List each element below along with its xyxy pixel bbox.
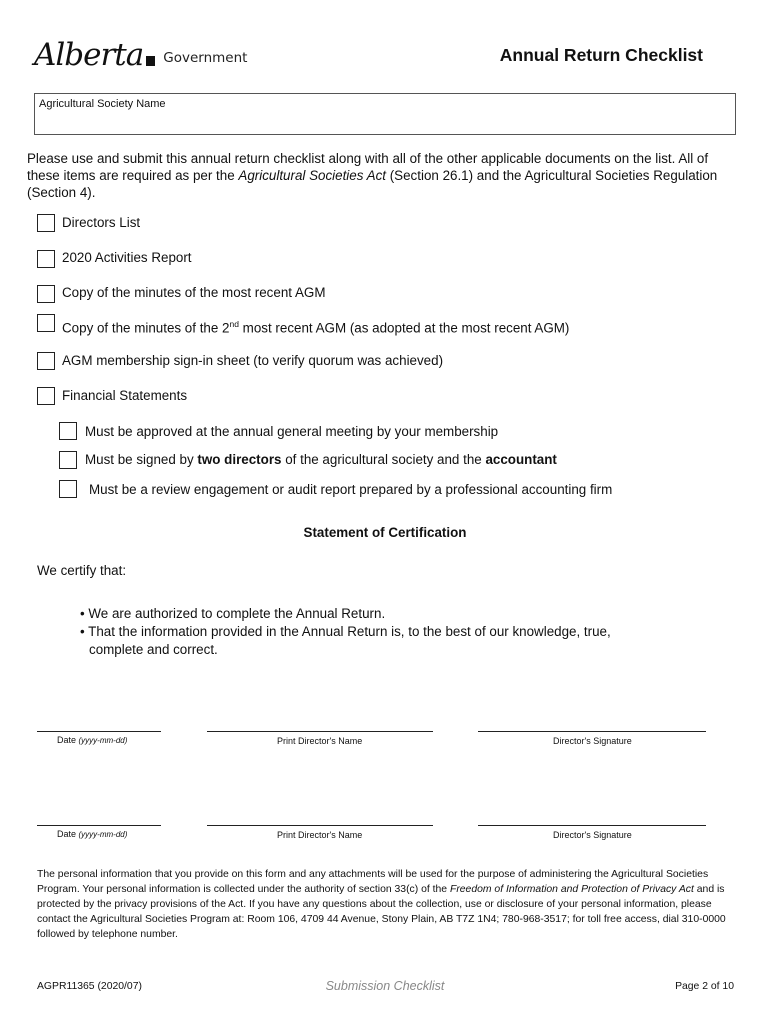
date-line-1[interactable] xyxy=(37,731,161,732)
agm-minutes-label: Copy of the minutes of the most recent AGM xyxy=(62,285,326,300)
fs-signed-bold-2: accountant xyxy=(485,452,557,467)
document-title: Annual Return Checklist xyxy=(499,45,703,65)
fs-signed-text-2: of the agricultural society and the xyxy=(281,452,486,467)
date-label-text-2: Date xyxy=(57,829,79,839)
form-code: AGPR11365 (2020/07) xyxy=(37,981,142,992)
second-agm-superscript: nd xyxy=(229,319,239,329)
director-signature-label-1: Director's Signature xyxy=(553,736,632,746)
second-agm-text-2: most recent AGM (as adopted at the most recent AGM) xyxy=(238,320,570,336)
fs-signed-label xyxy=(85,452,557,467)
director-signature-label-2: Director's Signature xyxy=(553,830,632,840)
director-name-line-2[interactable] xyxy=(207,825,433,826)
privacy-notice xyxy=(37,867,737,942)
privacy-act-name: Freedom of Information and Protection of Privacy Act xyxy=(449,884,694,895)
checkbox-signin-sheet[interactable] xyxy=(37,352,55,370)
certification-title: Statement of Certification xyxy=(303,525,467,540)
intro-text-1: Please use and submit this annual return checklist along with all of the other applicable documents on the list. All of these items are required as per the xyxy=(27,151,709,183)
page-number: Page 2 of 10 xyxy=(675,981,734,992)
director-signature-line-1[interactable] xyxy=(478,731,706,732)
checkbox-financial-statements[interactable] xyxy=(37,387,55,405)
certification-bullet-2-continued: complete and correct. xyxy=(89,642,218,657)
date-label-1 xyxy=(57,735,127,745)
intro-paragraph xyxy=(27,150,739,201)
certification-bullet-1: • We are authorized to complete the Annual Return. xyxy=(80,606,386,621)
checkbox-fs-approved[interactable] xyxy=(59,422,77,440)
checkbox-fs-signed[interactable] xyxy=(59,451,77,469)
financial-statements-label: Financial Statements xyxy=(62,388,188,403)
checkbox-directors-list[interactable] xyxy=(37,214,55,232)
society-name-field[interactable] xyxy=(34,93,736,135)
intro-text-2: (Section 26.1) and the Agricultural Societies Regulation (Section 4). xyxy=(27,168,718,200)
certification-bullet-2: • That the information provided in the Annual Return is, to the best of our knowledge, true, xyxy=(80,624,611,639)
fs-review-label: Must be a review engagement or audit report prepared by a professional accounting firm xyxy=(89,482,613,497)
society-name-label: Agricultural Society Name xyxy=(39,98,166,110)
date-format-1: (yyyy-mm-dd) xyxy=(78,736,128,745)
directors-list-label: Directors List xyxy=(62,215,141,230)
checkbox-agm-minutes[interactable] xyxy=(37,285,55,303)
certification-bullets xyxy=(80,605,660,659)
checkbox-fs-review[interactable] xyxy=(59,480,77,498)
signin-sheet-label: AGM membership sign-in sheet (to verify quorum was achieved) xyxy=(62,353,444,368)
logo-government-text: Government xyxy=(163,50,248,66)
checkbox-activities-report[interactable] xyxy=(37,250,55,268)
logo-mark-icon xyxy=(146,56,155,66)
date-label-2 xyxy=(57,829,127,839)
certify-statement: We certify that: xyxy=(37,563,127,578)
activities-report-label: 2020 Activities Report xyxy=(62,250,192,265)
director-name-label-2: Print Director's Name xyxy=(277,830,363,840)
date-line-2[interactable] xyxy=(37,825,161,826)
date-label-text-1: Date xyxy=(57,735,79,745)
second-agm-text-1: Copy of the minutes of the 2 xyxy=(62,320,230,336)
checkbox-second-agm-minutes[interactable] xyxy=(37,314,55,332)
director-name-line-1[interactable] xyxy=(207,731,433,732)
date-format-2: (yyyy-mm-dd) xyxy=(78,830,128,839)
fs-signed-text-1: Must be signed by xyxy=(85,452,198,467)
fs-signed-bold-1: two directors xyxy=(197,452,282,467)
privacy-text-2: and is protected by the privacy provisions of the Act. If you have any questions about the collection, use or disclosure of your personal information, please contact the Agricultural Societies Program at: Room 106, 4709 44 Avenue, Stony Plain, AB T7Z 1N4; 780-968-3517; for toll free access, dial 310-0000 followed by telephone number. xyxy=(37,884,726,940)
director-signature-line-2[interactable] xyxy=(478,825,706,826)
director-name-label-1: Print Director's Name xyxy=(277,736,363,746)
fs-approved-label: Must be approved at the annual general meeting by your membership xyxy=(85,424,499,439)
logo-wordmark: Alberta xyxy=(34,37,144,73)
privacy-text-1: The personal information that you provide on this form and any attachments will be used for the purpose of administering the Agricultural Societies Program. Your personal information is collected under the authority of section 33(c) of the xyxy=(37,869,709,895)
alberta-logo xyxy=(34,34,248,73)
intro-act-name: Agricultural Societies Act xyxy=(238,168,386,183)
footer-section-title: Submission Checklist xyxy=(325,979,445,993)
second-agm-minutes-label xyxy=(62,319,569,335)
